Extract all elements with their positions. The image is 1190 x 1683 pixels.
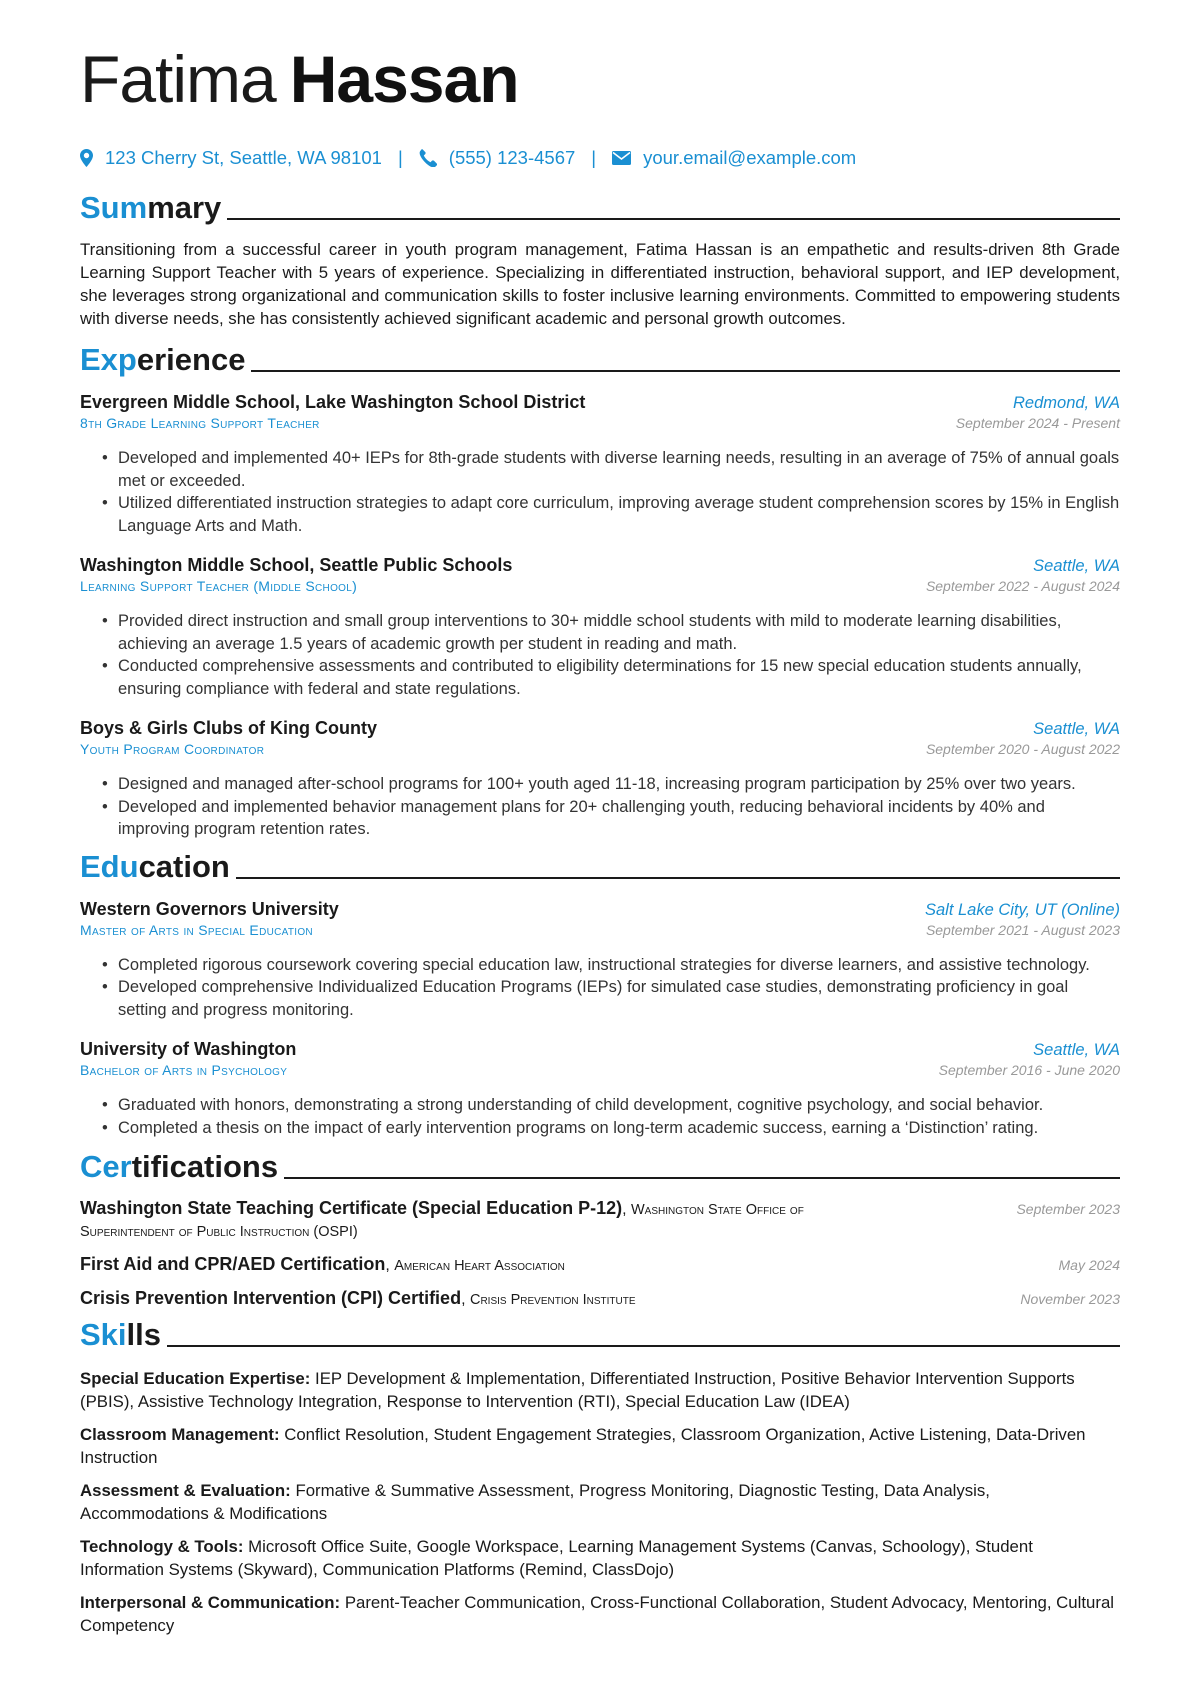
bullet-item: • Conducted comprehensive assessments and contributed to eligibility determinations for 15 new special education students annually, ensuring compliance with federal and state regulations. <box>118 655 1120 700</box>
heading-rule <box>236 877 1120 879</box>
certification-name: Washington State Teaching Certificate (Special Education P-12) <box>80 1198 623 1218</box>
organization: Boys & Girls Clubs of King County <box>80 718 378 738</box>
certification-issuer: Crisis Prevention Institute <box>469 1292 636 1308</box>
degree: Bachelor of Arts in Psychology <box>80 1062 288 1078</box>
heading-rest: mary <box>147 190 222 225</box>
experience-entry <box>80 718 1120 841</box>
heading-rule <box>167 1345 1120 1347</box>
phone-item[interactable] <box>419 147 576 169</box>
role-title: Learning Support Teacher (Middle School) <box>80 578 358 594</box>
location: Seattle, WA <box>1033 557 1120 575</box>
experience-entry <box>80 555 1120 700</box>
contact-bar <box>80 144 1120 172</box>
bullet-list <box>80 447 1120 537</box>
first-name: Fatima <box>80 42 276 116</box>
heading-rule <box>284 1177 1120 1179</box>
date-range: September 2016 - June 2020 <box>938 1062 1120 1078</box>
address-text: 123 Cherry St, Seattle, WA 98101 <box>105 147 382 168</box>
certification-issuer: American Heart Association <box>394 1258 565 1274</box>
education-entry <box>80 1039 1120 1139</box>
certification-name: First Aid and CPR/AED Certification <box>80 1254 386 1274</box>
skill-group <box>80 1423 1120 1469</box>
certification-date: September 2023 <box>1016 1201 1120 1217</box>
heading-rule <box>227 218 1120 220</box>
skill-label: Classroom Management: <box>80 1425 280 1444</box>
heading-accent: Sum <box>80 190 148 225</box>
location: Seattle, WA <box>1033 720 1120 738</box>
education-entry <box>80 899 1120 1022</box>
skill-label: Technology & Tools: <box>80 1537 244 1556</box>
date-range: September 2021 - August 2023 <box>925 921 1120 938</box>
skill-text: Microsoft Office Suite, Google Workspace, Learning Management Systems (Canvas, Schoology), Student Information Systems (Skyward), Communication Platforms (Remind, ClassDojo) <box>80 1537 1033 1579</box>
heading-accent: Cer <box>80 1149 132 1184</box>
certification-item: First Aid and CPR/AED Certification, American Heart Association May 2024 <box>80 1254 1120 1274</box>
skill-label: Special Education Expertise: <box>80 1369 311 1388</box>
certification-date: November 2023 <box>1020 1291 1120 1307</box>
phone-text: (555) 123-4567 <box>448 147 576 168</box>
certification-issuer: Washington State Office of Superintendent of Public Instruction (OSPI) <box>80 1202 804 1240</box>
heading-rule <box>251 370 1120 372</box>
skill-group <box>80 1591 1120 1637</box>
bullet-item: • Designed and managed after-school programs for 100+ youth aged 11-18, increasing program participation by 25% over two years. <box>118 773 1120 796</box>
certification-item: Crisis Prevention Intervention (CPI) Certified, Crisis Prevention Institute November 2023 <box>80 1288 1120 1308</box>
bullet-item: • Completed rigorous coursework covering special education law, instructional strategies for diverse learners, and assistive technology. <box>118 954 1120 977</box>
heading-accent: Exp <box>80 342 137 377</box>
phone-icon <box>419 149 437 167</box>
bullet-list <box>80 773 1120 841</box>
resume-page <box>80 38 1120 1637</box>
institution: Western Governors University <box>80 898 339 919</box>
skill-label: Assessment & Evaluation: <box>80 1481 291 1500</box>
summary-heading <box>80 186 1120 226</box>
skill-text: Parent-Teacher Communication, Cross-Functional Collaboration, Student Advocacy, Mentoring, Cultural Competency <box>80 1593 1115 1635</box>
skill-group <box>80 1535 1120 1581</box>
contact-separator: | <box>591 147 597 168</box>
organization: Evergreen Middle School, Lake Washington School District <box>80 392 586 412</box>
heading-accent: Edu <box>80 848 139 884</box>
heading-rest: cation <box>138 848 230 884</box>
experience-heading <box>80 338 1120 378</box>
bullet-list <box>80 610 1120 700</box>
heading-rest: tifications <box>131 1149 279 1184</box>
bullet-item: • Graduated with honors, demonstrating a strong understanding of child development, cognitive psychology, and social behavior. <box>118 1094 1120 1117</box>
candidate-name <box>80 38 1120 120</box>
location: Seattle, WA <box>1033 1041 1120 1059</box>
certification-name: Crisis Prevention Intervention (CPI) Certified <box>80 1288 462 1308</box>
email-text: your.email@example.com <box>643 147 857 168</box>
skill-label: Interpersonal & Communication: <box>80 1593 341 1612</box>
map-pin-icon <box>80 149 93 167</box>
bullet-item: • Developed comprehensive Individualized Education Programs (IEPs) for simulated case studies, demonstrating proficiency in goal setting and progress monitoring. <box>118 976 1120 1021</box>
address-item <box>80 147 382 169</box>
skill-text: Conflict Resolution, Student Engagement Strategies, Classroom Organization, Active Listening, Data-Driven Instruction <box>80 1425 1086 1467</box>
contact-separator: | <box>397 147 403 168</box>
date-range: September 2020 - August 2022 <box>925 741 1120 757</box>
summary-text: Transitioning from a successful career in youth program management, Fatima Hassan is an empathetic and results-driven 8th Grade Learning Support Teacher with 5 years of experience. Specializing in differentiated instruction, behavioral support, and IEP development, she leverages strong organizational and communication skills to foster inclusive learning environments. Committed to empowering students with diverse needs, she has consistently achieved significant academic and personal growth outcomes. <box>80 240 1120 328</box>
location: Salt Lake City, UT (Online) <box>924 900 1120 919</box>
bullet-item: • Utilized differentiated instruction strategies to adapt core curriculum, improving average student comprehension scores by 15% in English Language Arts and Math. <box>118 492 1120 537</box>
envelope-icon <box>612 151 631 165</box>
email-item[interactable] <box>612 147 856 169</box>
bullet-list <box>80 1094 1120 1139</box>
date-range: September 2024 - Present <box>955 415 1120 431</box>
experience-entry <box>80 392 1120 537</box>
skill-group <box>80 1479 1120 1525</box>
bullet-item: • Provided direct instruction and small group interventions to 30+ middle school students with mild to moderate learning disabilities, achieving an average 1.5 years of academic growth per student in reading and math. <box>118 610 1120 655</box>
education-heading <box>80 845 1120 885</box>
bullet-list <box>80 954 1120 1022</box>
certification-item: Washington State Teaching Certificate (Special Education P-12), Washington State Office of Superintendent of Public Instruction (OSPI) September 2023 <box>80 1198 1120 1240</box>
skills-heading <box>80 1313 1120 1353</box>
heading-rest: erience <box>136 342 246 377</box>
role-title: 8th Grade Learning Support Teacher <box>80 415 320 431</box>
bullet-item: • Developed and implemented 40+ IEPs for 8th-grade students with diverse learning needs, resulting in an average of 75% of annual goals met or exceeded. <box>118 447 1120 492</box>
certifications-heading <box>80 1145 1120 1185</box>
skill-group <box>80 1367 1120 1413</box>
last-name: Hassan <box>289 42 519 116</box>
organization: Washington Middle School, Seattle Public Schools <box>80 555 513 575</box>
date-range: September 2022 - August 2024 <box>925 578 1120 594</box>
location: Redmond, WA <box>1013 394 1120 412</box>
bullet-item: • Developed and implemented behavior management plans for 20+ challenging youth, reducing behavioral incidents by 40% and improving program retention rates. <box>118 796 1120 841</box>
skill-text: IEP Development & Implementation, Differentiated Instruction, Positive Behavior Intervention Supports (PBIS), Assistive Technology Integration, Response to Intervention (RTI), Special Education Law (IDEA) <box>80 1369 1075 1411</box>
degree: Master of Arts in Special Education <box>80 921 313 938</box>
heading-rest: lls <box>126 1317 161 1352</box>
heading-accent: Ski <box>80 1317 127 1352</box>
institution: University of Washington <box>80 1039 297 1059</box>
skill-text: Formative & Summative Assessment, Progress Monitoring, Diagnostic Testing, Data Analysis, Accommodations & Modifications <box>80 1481 990 1523</box>
role-title: Youth Program Coordinator <box>80 741 265 757</box>
certification-date: May 2024 <box>1058 1257 1120 1273</box>
bullet-item: • Completed a thesis on the impact of early intervention programs on long-term academic success, earning a ‘Distinction’ rating. <box>118 1117 1120 1140</box>
